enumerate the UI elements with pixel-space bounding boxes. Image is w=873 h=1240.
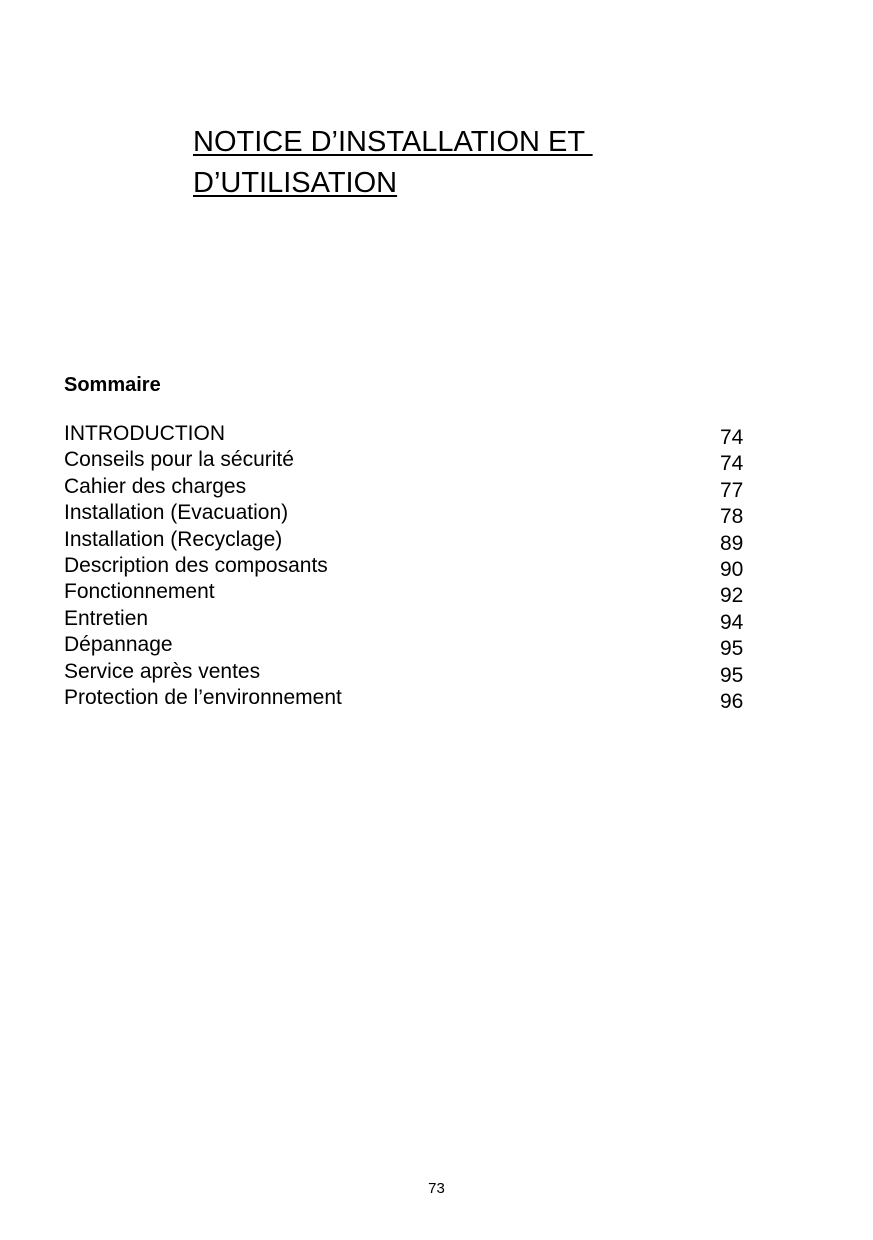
page-number: 73 (428, 1180, 445, 1197)
toc-entry (64, 632, 764, 661)
toc-entry-title: Dépannage (64, 633, 173, 657)
toc-entry-title: Conseils pour la sécurité (64, 448, 294, 472)
toc-entry-page: 74 (720, 452, 744, 476)
toc-entry-page: 94 (720, 610, 744, 634)
toc-entry (64, 474, 764, 500)
toc-entry-page: 95 (720, 663, 744, 687)
document-title (193, 122, 593, 204)
toc-heading: Sommaire (64, 374, 161, 396)
toc-entry-page: 96 (720, 689, 744, 713)
toc-entry-page: 95 (720, 637, 744, 661)
toc-entry (64, 500, 764, 529)
toc-entry-title: Protection de l’environnement (64, 685, 342, 709)
table-of-contents (64, 421, 764, 711)
title-line-2: D’UTILISATION (193, 167, 398, 199)
toc-entry (64, 606, 764, 632)
toc-entry-page: 74 (720, 426, 744, 449)
toc-entry-page: 77 (720, 478, 744, 502)
toc-entry-title: Description des composants (64, 553, 328, 577)
toc-entry (64, 447, 764, 476)
toc-entry-title: INTRODUCTION (64, 422, 225, 445)
toc-entry-title: Installation (Recyclage) (64, 527, 283, 551)
toc-entry-title: Service après ventes (64, 659, 261, 683)
toc-entry-title: Fonctionnement (64, 580, 215, 604)
toc-entry-page: 89 (720, 531, 744, 555)
toc-entry (64, 659, 764, 685)
toc-entry (64, 421, 764, 447)
toc-entry (64, 685, 764, 711)
title-line-1: NOTICE D’INSTALLATION ET (193, 126, 593, 158)
toc-entry (64, 553, 764, 579)
toc-entry (64, 579, 764, 608)
toc-entry-title: Installation (Evacuation) (64, 501, 289, 525)
toc-entry-page: 90 (720, 557, 744, 581)
toc-entry-title: Cahier des charges (64, 474, 247, 498)
toc-entry-page: 92 (720, 584, 744, 608)
toc-entry-title: Entretien (64, 606, 149, 630)
toc-entry (64, 527, 764, 553)
toc-entry-page: 78 (720, 505, 744, 529)
